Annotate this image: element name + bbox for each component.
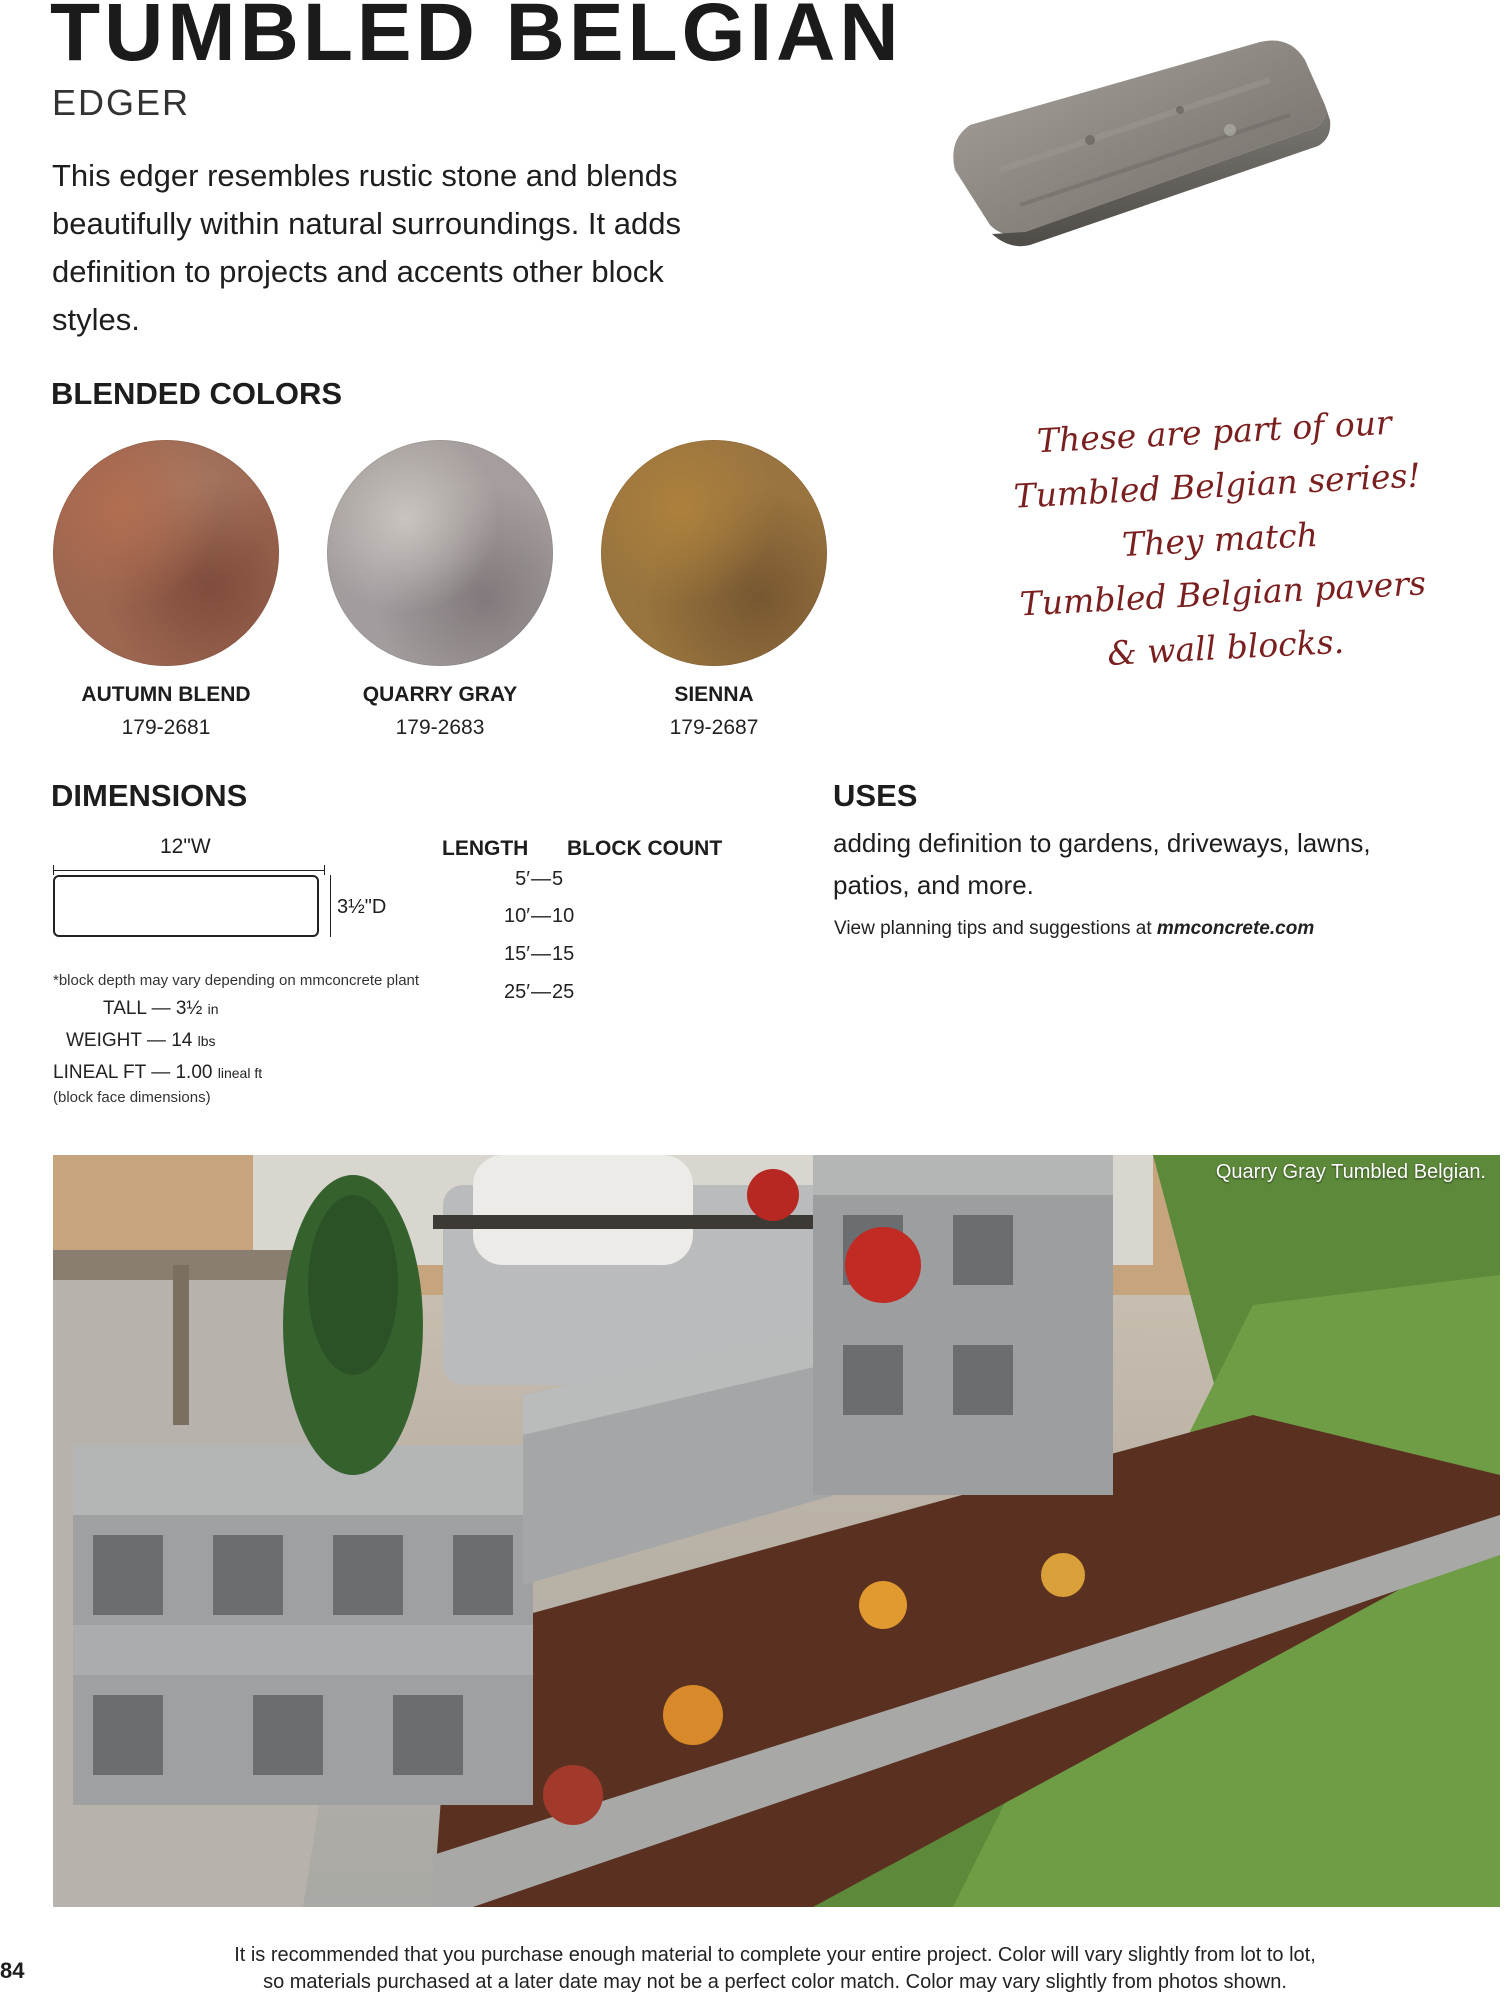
table-header-length: LENGTH bbox=[442, 837, 529, 860]
swatch-name: QUARRY GRAY bbox=[362, 683, 518, 706]
quarry-gray-swatch bbox=[327, 440, 553, 666]
photo-caption: Quarry Gray Tumbled Belgian. bbox=[1215, 1161, 1486, 1183]
table-row: 5′—5 bbox=[515, 868, 564, 890]
swatch-code: 179-2681 bbox=[121, 716, 211, 739]
swatch-name: AUTUMN BLEND bbox=[81, 683, 251, 706]
project-photo bbox=[53, 1155, 1500, 1907]
note-line: & wall blocks. bbox=[1106, 621, 1345, 674]
table-row: 25′—25 bbox=[504, 981, 575, 1003]
table-row: 10′—10 bbox=[504, 905, 575, 927]
dimensions-heading: DIMENSIONS bbox=[51, 778, 248, 813]
edger-block-image bbox=[930, 20, 1350, 250]
depth-footnote: *block depth may vary depending on mmconcrete plant bbox=[53, 972, 420, 989]
swatch-code: 179-2683 bbox=[395, 716, 485, 739]
handwritten-note bbox=[993, 394, 1447, 687]
swatch-code: 179-2687 bbox=[669, 716, 759, 739]
note-line: Tumbled Belgian pavers bbox=[1018, 563, 1427, 624]
intro-paragraph: This edger resembles rustic stone and blends beautifully within natural surroundings. It adds definition to projects and accents other block styles. bbox=[52, 158, 681, 337]
page-title: TUMBLED BELGIAN bbox=[50, 0, 903, 78]
disclaimer-line: It is recommended that you purchase enough material to complete your entire project. Color will vary slightly from lot to lot, bbox=[234, 1944, 1316, 1966]
autumn-blend-swatch bbox=[53, 440, 279, 666]
dimension-tick bbox=[324, 865, 325, 875]
sienna-swatch bbox=[601, 440, 827, 666]
spec-lineal-ft: LINEAL FT — 1.00 lineal ft bbox=[53, 1062, 263, 1083]
page-number: 84 bbox=[0, 1958, 25, 1983]
block-face-note: (block face dimensions) bbox=[53, 1089, 211, 1106]
page-subtitle: EDGER bbox=[52, 82, 191, 123]
blended-colors-heading: BLENDED COLORS bbox=[51, 376, 343, 411]
depth-dimension-line bbox=[330, 875, 331, 937]
planning-tips-text: View planning tips and suggestions at mmconcrete.com bbox=[834, 918, 1315, 939]
spec-tall: TALL — 3½ in bbox=[103, 998, 219, 1019]
width-dimension-line bbox=[53, 870, 325, 871]
swatch-name: SIENNA bbox=[674, 683, 754, 706]
website-link[interactable]: mmconcrete.com bbox=[1156, 918, 1315, 939]
patio-scene-illustration bbox=[53, 1155, 1500, 1907]
table-row: 15′—15 bbox=[504, 943, 575, 965]
depth-label: 3½"D bbox=[337, 896, 387, 918]
disclaimer bbox=[150, 1942, 1400, 1996]
disclaimer-line: so materials purchased at a later date may not be a perfect color match. Color may vary slightly from photos shown. bbox=[263, 1971, 1287, 1993]
spec-weight: WEIGHT — 14 lbs bbox=[66, 1030, 216, 1051]
table-header-block-count: BLOCK COUNT bbox=[567, 837, 723, 860]
note-line: Tumbled Belgian series! bbox=[1012, 455, 1422, 516]
block-outline-diagram bbox=[53, 875, 319, 937]
uses-description: adding definition to gardens, driveways, lawns, patios, and more. bbox=[833, 828, 1371, 900]
uses-heading: USES bbox=[833, 778, 918, 813]
note-line: They match bbox=[1121, 514, 1319, 565]
dimension-tick bbox=[53, 865, 54, 875]
width-label: 12"W bbox=[160, 835, 211, 858]
note-line: These are part of our bbox=[1036, 402, 1393, 461]
